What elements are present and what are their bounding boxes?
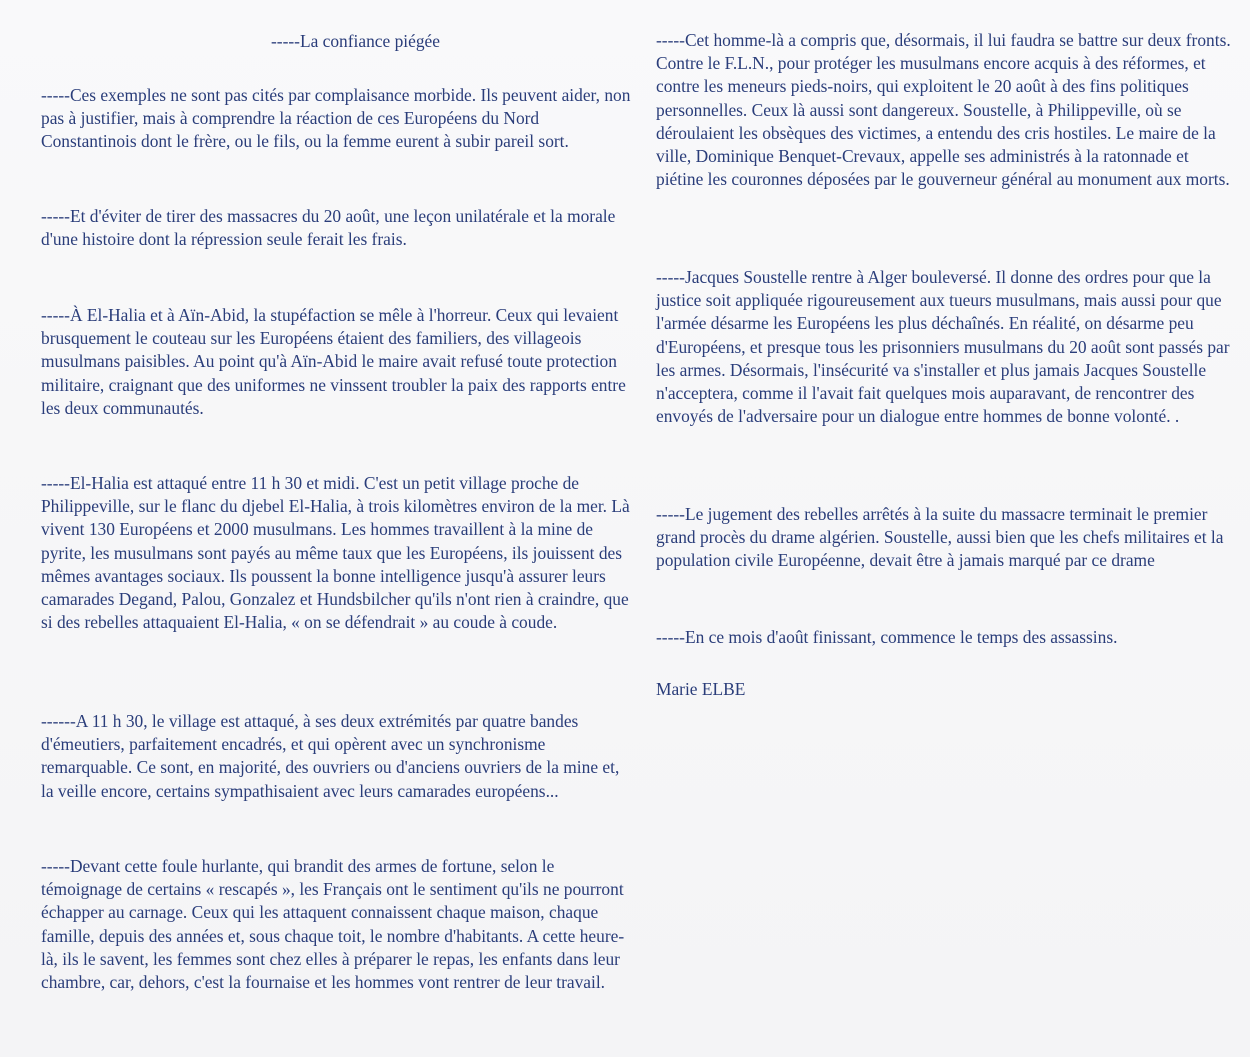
paragraph: ------A 11 h 30, le village est attaqué, à ses deux extrémités par quatre bandes d'émeutiers, parfaitement encadrés, et qui opèrent avec un synchronisme remarquable. Ce sont, en majorité, des ouvriers ou d'anciens ouvriers de la mine et, la veille encore, certains sympathisaient avec leurs camarades européens... [41,711,620,801]
document-title: -----La confiance piégée [271,31,440,51]
author-signature: Marie ELBE [656,679,746,699]
paragraph: -----À El-Halia et à Aïn-Abid, la stupéfaction se mêle à l'horreur. Ceux qui levaient brusquement le couteau sur les Européens étaient des familiers, des villageois musulmans paisibles. Au point qu'à Aïn-Abid le maire avait refusé toute protection militaire, craignant que des uniformes ne vinssent troubler la paix des rapports entre les deux communautés. [41,305,626,418]
paragraph: -----Et d'éviter de tirer des massacres du 20 août, une leçon unilatérale et la morale d'une histoire dont la répression seule ferait les frais. [41,206,616,250]
paragraph: -----Le jugement des rebelles arrêtés à la suite du massacre terminait le premier grand procès du drame algérien. Soustelle, aussi bien que les chefs militaires et la population civile Européenne, devait être à jamais marqué par ce drame [656,504,1224,571]
paragraph: -----Jacques Soustelle rentre à Alger bouleversé. Il donne des ordres pour que la justice soit appliquée rigoureusement aux tueurs musulmans, mais aussi pour que l'armée désarme les Européens les plus déchaînés. En réalité, on désarme peu d'Européens, et presque tous les prisonniers musulmans du 20 août sont passés par les armes. Désormais, l'insécurité va s'installer et plus jamais Jacques Soustelle n'acceptera, comme il l'avait fait quelques mois auparavant, de rencontrer des envoyés de l'adversaire pour un dialogue entre hommes de bonne volonté. . [656,267,1230,427]
paragraph: -----El-Halia est attaqué entre 11 h 30 et midi. C'est un petit village proche de Philippeville, sur le flanc du djebel El-Halia, à trois kilomètres environ de la mer. Là vivent 130 Européens et 2000 musulmans. Les hommes travaillent à la mine de pyrite, les musulmans sont payés au même taux que les Européens, ils jouissent des mêmes avantages sociaux. Ils poussent la bonne intelligence jusqu'à assurer leurs camarades Degand, Palou, Gonzalez et Hundsbilcher qu'ils n'ont rien à craindre, que si des rebelles attaquaient El-Halia, « on se défendrait » au coude à coude. [41,473,630,633]
paragraph: -----En ce mois d'août finissant, commence le temps des assassins. [656,627,1118,647]
paragraph: -----Ces exemples ne sont pas cités par complaisance morbide. Ils peuvent aider, non pas à justifier, mais à comprendre la réaction de ces Européens du Nord Constantinois dont le frère, ou le fils, ou la femme eurent à subir pareil sort. [41,85,631,152]
paragraph: -----Devant cette foule hurlante, qui brandit des armes de fortune, selon le témoignage de certains « rescapés », les Français ont le sentiment qu'ils ne pourront échapper au carnage. Ceux qui les attaquent connaissent chaque maison, chaque famille, depuis des années et, sous chaque toit, le nombre d'habitants. A cette heure-là, ils le savent, les femmes sont chez elles à préparer le repas, les enfants dans leur chambre, car, dehors, c'est la fournaise et les hommes vont rentrer de leur travail. [41,856,625,993]
paragraph: -----Cet homme-là a compris que, désormais, il lui faudra se battre sur deux fronts. Contre le F.L.N., pour protéger les musulmans encore acquis à des réformes, et contre les meneurs pieds-noirs, qui exploitent le 20 août à des fins politiques personnelles. Ceux là aussi sont dangereux. Soustelle, à Philippeville, où se déroulaient les obsèques des victimes, a entendu des cris hostiles. Le maire de la ville, Dominique Benquet-Crevaux, appelle ses administrés à la ratonnade et piétine les couronnes déposées par le gouverneur général au monument aux morts. [656,30,1231,190]
